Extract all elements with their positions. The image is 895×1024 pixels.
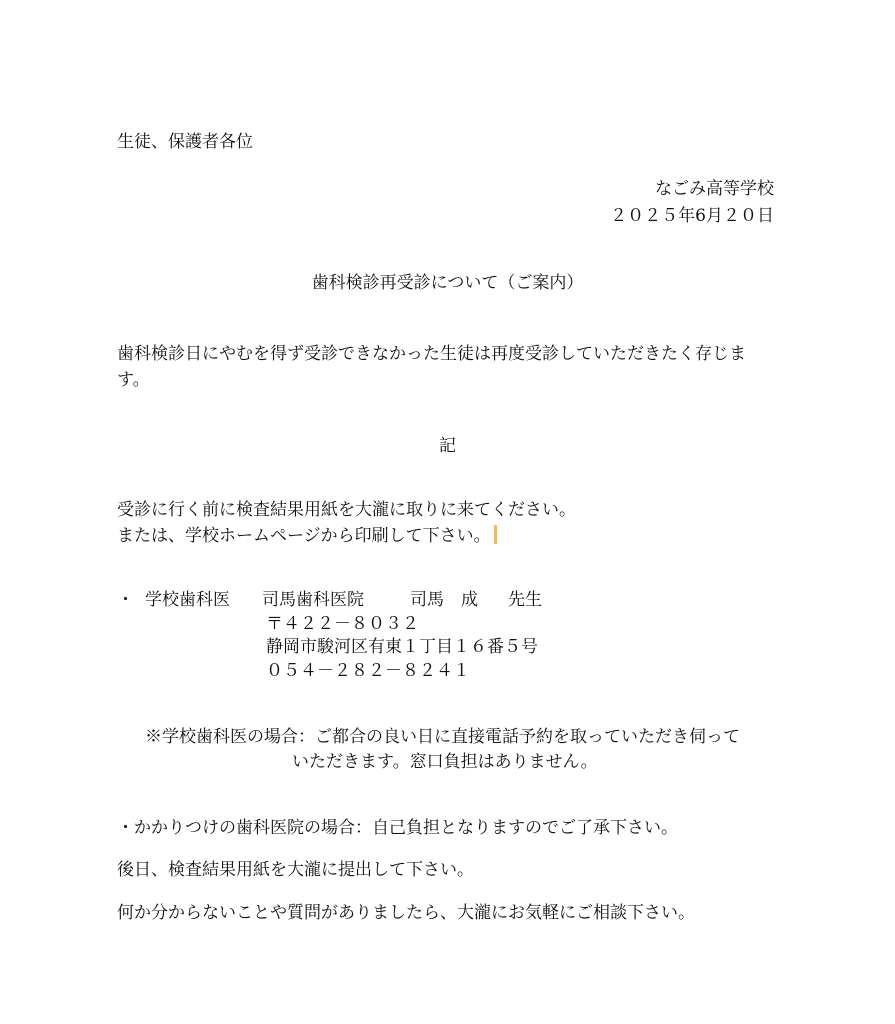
instruction-line-2-text: または、学校ホームページから印刷して下さい。 <box>117 526 491 546</box>
instruction-line-1: 受診に行く前に検査結果用紙を大瀧に取りに来てください。 <box>117 500 576 520</box>
note-line-2: いただきます。窓口負担はありません。 <box>292 752 598 772</box>
dentist-honorific: 先生 <box>508 590 542 610</box>
dentist-phone: ０５４－２８２－８２４１ <box>266 661 470 681</box>
dentist-bullet: ・ <box>117 590 134 610</box>
dentist-postal: 〒４２２－８０３２ <box>266 614 419 634</box>
submit-note: 後日、検査結果用紙を大瀧に提出して下さい。 <box>117 860 474 880</box>
instruction-line-2[interactable] <box>117 524 497 548</box>
text-cursor <box>494 525 497 544</box>
addressee: 生徒、保護者各位 <box>117 132 253 152</box>
document-date: ２０２５年6月２０日 <box>610 206 774 226</box>
contact-note: 何か分からないことや質問がありましたら、大瀧にお気軽にご相談下さい。 <box>117 903 695 923</box>
other-clinic-note: ・かかりつけの歯科医院の場合：自己負担となりますのでご了承下さい。 <box>117 818 678 838</box>
note-line-1: ※学校歯科医の場合：ご都合の良い日に直接電話予約を取っていただき伺って <box>145 727 740 747</box>
intro-line-2: す。 <box>117 370 150 390</box>
dentist-clinic: 司馬歯科医院 <box>262 590 364 610</box>
dentist-role: 学校歯科医 <box>145 590 230 610</box>
dentist-address: 静岡市駿河区有東１丁目１６番５号 <box>266 637 538 657</box>
document-title: 歯科検診再受診について（ご案内） <box>311 273 584 293</box>
dentist-doctor: 司馬 成 <box>410 590 478 610</box>
intro-line-1: 歯科検診日にやむを得ず受診できなかった生徒は再度受診していただきたく存じま <box>117 344 746 364</box>
ki-heading: 記 <box>439 436 456 456</box>
school-name: なごみ高等学校 <box>655 179 774 199</box>
